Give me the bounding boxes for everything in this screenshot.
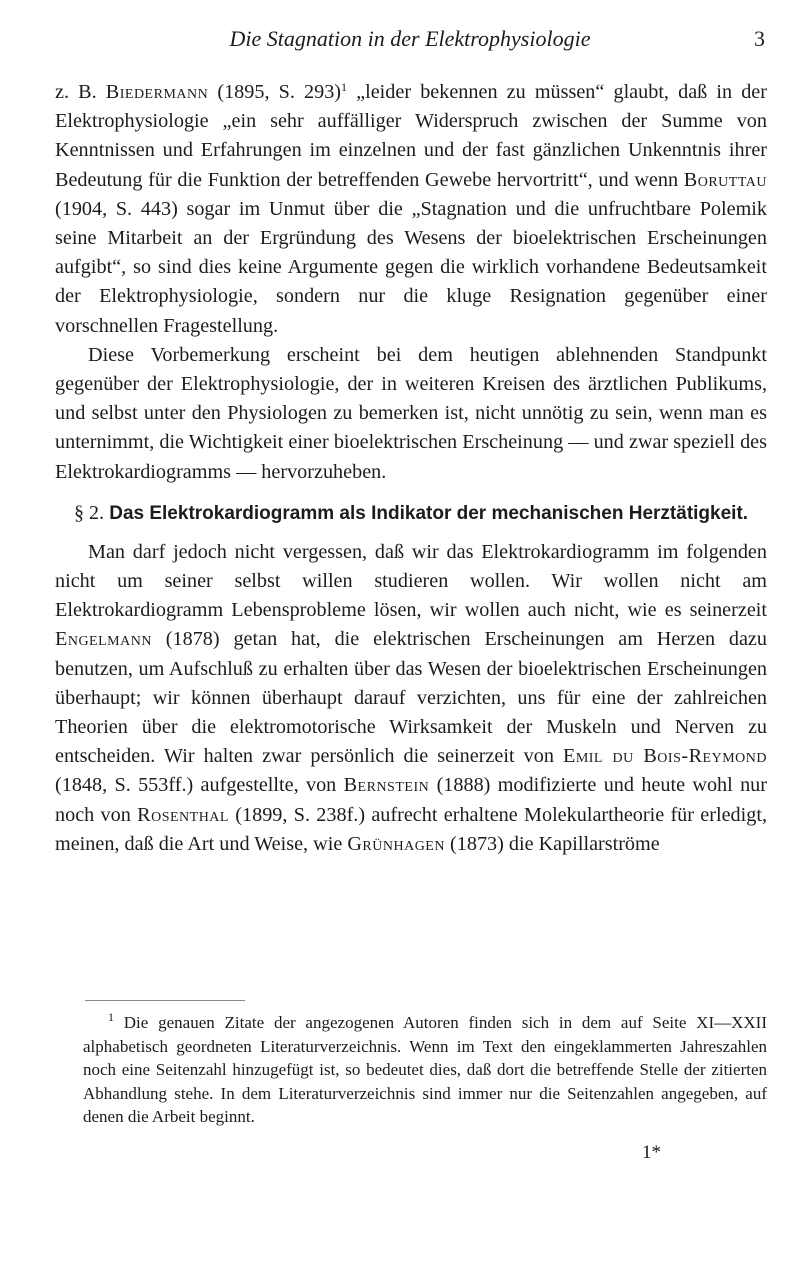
author-name: Boruttau xyxy=(683,168,767,191)
text-run: (1895, S. 293) xyxy=(208,81,342,103)
author-name: Engelmann xyxy=(55,628,152,651)
text-run: (1878) getan hat, die elektrischen Erscheinungen am Herzen dazu benutzen, um Aufschluß zu erhalten über das Wesen der bioelektrischen Erscheinungen überhaupt; wir können überhaupt darauf verzichten, uns für eine der zahlreichen Theorien über die elektromotorische Wirksamkeit der Muskeln und Nerven zu entscheiden. Wir halten zwar persönlich die seinerzeit von xyxy=(55,628,767,768)
page-header xyxy=(55,20,765,60)
text-run: (1904, S. 443) sogar im Unmut über die „Stagnation und die unfruchtbare Polemik seine Mitarbeit an der Ergründung des Wesens der bioelektrischen Erscheinungen aufgibt“, so sind dies keine Argumente gegen die wirklich vorhandene Bedeutsamkeit der Elektrophysiologie, sondern nur die kluge Resignation gegenüber einer vorschnellen Fragestellung. xyxy=(55,197,767,337)
running-title: Die Stagnation in der Elektrophysiologie xyxy=(229,26,591,51)
footnote-ref: 1 xyxy=(341,80,348,94)
author-name: Bernstein xyxy=(343,774,430,797)
author-name: Grünhagen xyxy=(347,832,445,855)
section-heading xyxy=(55,500,767,527)
author-name: Rosenthal xyxy=(137,803,229,826)
text-run: „leider bekennen zu müssen“ glaubt, daß in der Elektrophysiologie „ein sehr auffälliger Widerspruch zwischen der Summe von Kenntnissen und Erfahrungen im einzelnen und der fast gänzlichen Unkenntnis ihrer Bedeutung für die Funktion der betreffenden Gewebe hervortritt“, und wenn xyxy=(55,81,767,191)
footnote-paragraph xyxy=(83,1011,767,1129)
body-text xyxy=(55,78,767,859)
footnote-text: Die genauen Zitate der angezogenen Autoren finden sich in dem auf Seite XI—XXII alphabetisch geordneten Literaturverzeichnis. Wenn im Text den eingeklammerten Jahreszahlen noch eine Seitenzahl hinzugefügt ist, so bedeutet dies, daß dort die betreffende Stelle der zitierten Abhandlung stehe. In dem Literaturverzeichnis sind immer nur die Seitenzahlen angegeben, auf denen die Arbeit beginnt. xyxy=(83,1013,767,1127)
section-number: § 2. xyxy=(73,501,104,524)
footnote-divider xyxy=(85,1000,245,1001)
footnote xyxy=(83,1011,767,1129)
text-run: (1899, S. 238f.) aufrecht erhaltene Molekulartheorie für erledigt, meinen, daß die Art und Weise, wie xyxy=(55,803,767,855)
signature-mark: 1* xyxy=(642,1142,661,1163)
author-name: Emil du Bois-Reymond xyxy=(562,745,767,768)
text-run: (1873) die Kapillarströme xyxy=(444,832,660,855)
paragraph-1 xyxy=(55,78,767,341)
text-run: (1848, S. 553ff.) aufgestellte, von xyxy=(55,774,344,797)
section-title: Das Elektrokardiogramm als Indikator der mechanischen Herztätigkeit. xyxy=(109,502,749,524)
paragraph-3 xyxy=(55,538,767,859)
paragraph-2: Diese Vorbemerkung erscheint bei dem heutigen ablehnenden Standpunkt gegenüber der Elektrophysiologie, der in weiteren Kreisen des ärztlichen Publikums, und selbst unter den Physiologen zu bemerken ist, nicht unnötig zu sein, wenn man es unternimmt, die Wichtigkeit einer bioelektrischen Erscheinung — und zwar speziell des Elektrokardiogramms — hervorzuheben. xyxy=(55,343,767,483)
text-run: Man darf jedoch nicht vergessen, daß wir das Elektrokardiogramm im folgenden nicht um seiner selbst willen studieren wollen. Wir wollen nicht am Elektrokardiogramm Lebensprobleme lösen, wir wollen auch nicht, wie es seinerzeit xyxy=(55,540,767,622)
text-run: z. B. xyxy=(55,81,106,103)
footnote-marker: 1 xyxy=(108,1010,114,1024)
page-number: 3 xyxy=(754,26,765,51)
author-name: Biedermann xyxy=(105,81,209,103)
text-run: (1888) modifizierte und heute wohl nur noch von xyxy=(55,774,767,826)
